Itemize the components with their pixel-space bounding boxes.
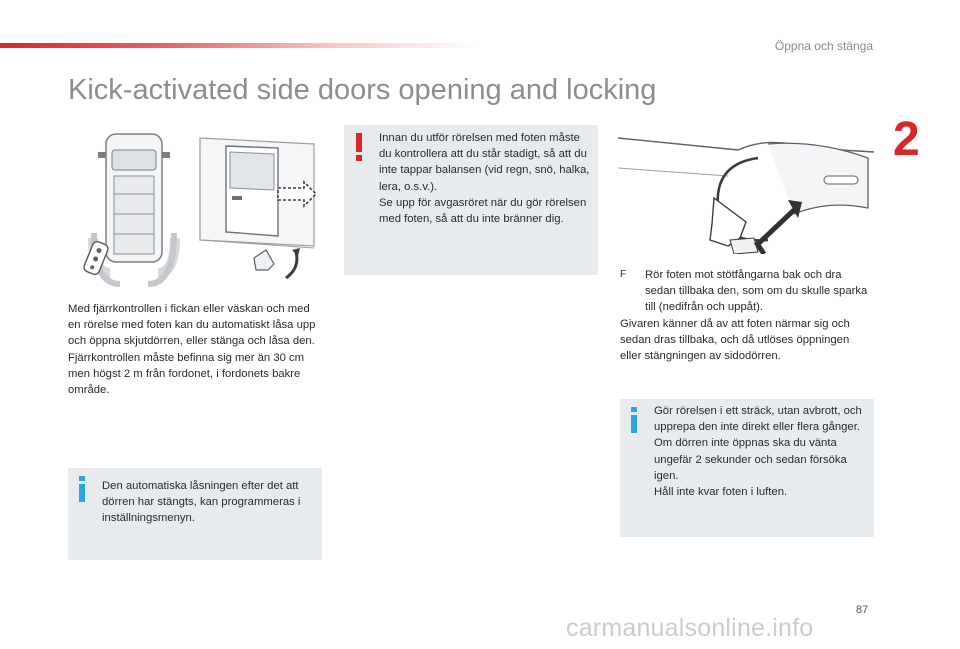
info-box-usage xyxy=(620,399,874,537)
step-text: Rör foten mot stötfångarna bak och dra sedan tillbaka den, som om du skulle sparka till (nedifrån och uppåt). xyxy=(645,269,868,314)
header-accent-bar xyxy=(0,43,480,48)
page-number: 87 xyxy=(856,604,869,616)
info-box-1-text: Den automatiska låsningen efter det att dörren har stängts, kan programmeras i inställningsmenyn. xyxy=(102,480,301,525)
chapter-number: 2 xyxy=(893,113,920,166)
section-title: Öppna och stänga xyxy=(774,39,873,53)
warning-box xyxy=(344,125,598,275)
instruction-step xyxy=(620,267,870,316)
page-title: Kick-activated side doors opening and locking xyxy=(68,74,657,106)
warning-paragraph-2: Se upp för avgasröret när du gör rörelsen med foten, så att du inte bränner dig. xyxy=(379,196,587,226)
info-icon xyxy=(630,407,638,433)
van-top-view-illustration xyxy=(80,128,188,288)
info-box-2-paragraph-2: Om dörren inte öppnas ska du vänta ungefär 2 sekunder och sedan försöka igen. xyxy=(654,437,847,482)
info-icon xyxy=(78,476,86,502)
bumper-kick-illustration xyxy=(618,128,874,254)
intro-text xyxy=(68,301,324,398)
instruction-text xyxy=(620,267,870,364)
instruction-result: Givaren känner då av att foten närmar sig och sedan dras tillbaka, och då utlöses öppningen eller stängningen av sidodörren. xyxy=(620,317,850,363)
watermark: carmanualsonline.info xyxy=(566,614,814,642)
info-box-programming xyxy=(68,468,322,560)
intro-paragraph-2: Fjärrkontrollen måste befinna sig mer än 30 cm men högst 2 m från fordonet, i fordonets bakre område. xyxy=(68,351,305,397)
intro-paragraph-1: Med fjärrkontrollen i fickan eller väskan och med en rörelse med foten kan du automatiskt låsa upp och öppna skjutdörren, eller stänga och låsa den. xyxy=(68,303,316,348)
sliding-door-kick-illustration xyxy=(196,128,322,288)
info-box-2-paragraph-3: Håll inte kvar foten i luften. xyxy=(654,486,788,499)
warning-paragraph-1: Innan du utför rörelsen med foten måste du kontrollera att du står stadigt, så att du inte tappar balansen (vid regn, snö, halka, lera, o.s.v.). xyxy=(379,132,590,193)
warning-icon xyxy=(355,133,363,161)
step-bullet-marker: F xyxy=(620,269,627,280)
info-box-2-paragraph-1: Gör rörelsen i ett sträck, utan avbrott, och upprepa den inte direkt eller flera gånger. xyxy=(654,405,862,434)
